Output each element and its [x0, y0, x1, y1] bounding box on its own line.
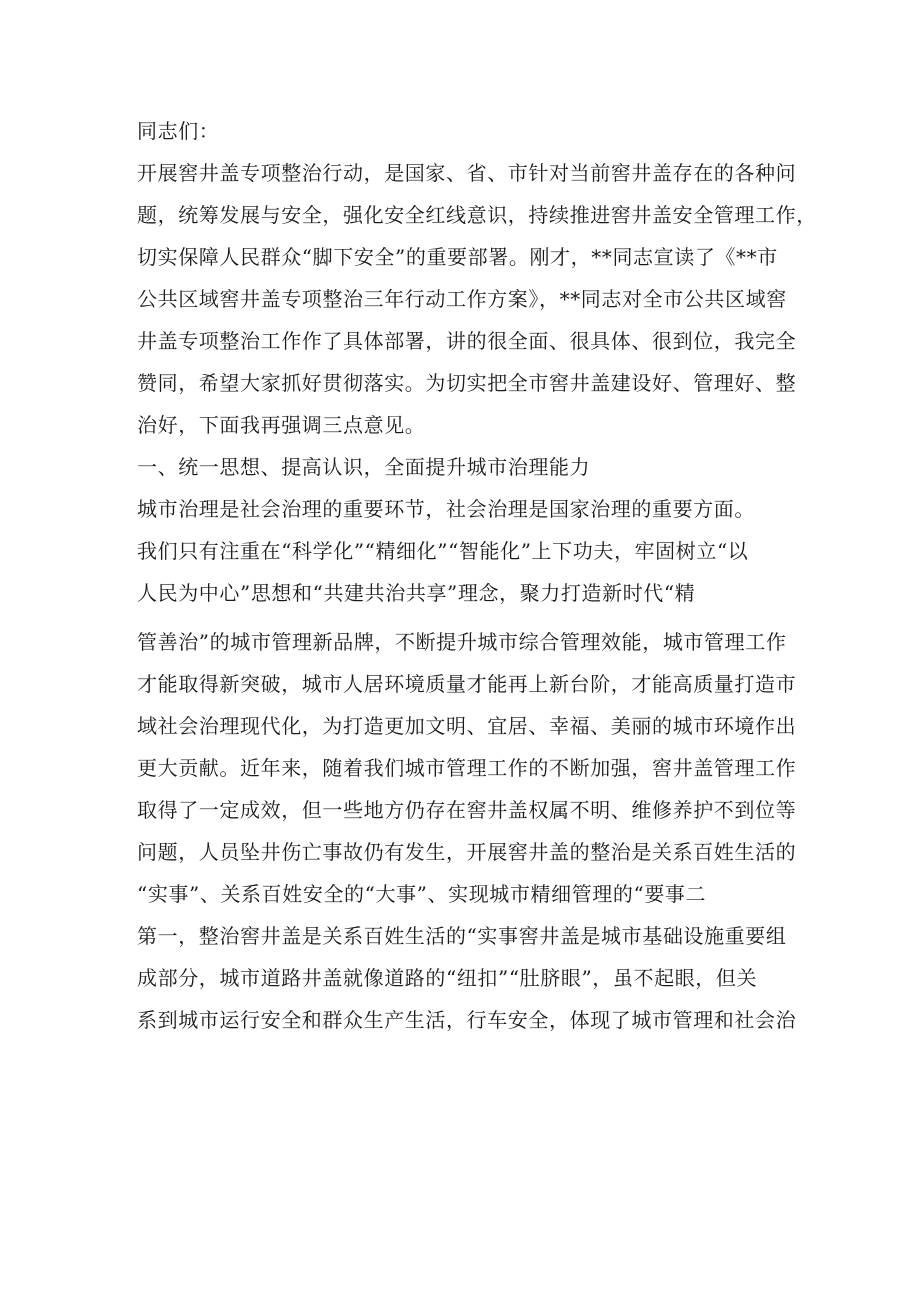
paragraph-line: 取得了一定成效，但一些地方仍存在窖井盖权属不明、维修养护不到位等 — [137, 798, 797, 822]
document-body — [137, 113, 817, 1039]
paragraph-line: 井盖专项整治工作作了具体部署，讲的很全面、很具体、很到位，我完全 — [137, 329, 797, 353]
section-heading: 一、统一思想、提高认识，全面提升城市治理能力 — [137, 455, 591, 479]
paragraph-line: 管善治”的城市管理新品牌，不断提升城市综合管理效能，城市管理工作 — [137, 630, 787, 654]
paragraph-line: 开展窖井盖专项整治行动，是国家、省、市针对当前窖井盖存在的各种问 — [137, 161, 797, 185]
paragraph-line: 成部分，城市道路井盖就像道路的“纽扣”“肚脐眼”，虽不起眼，但关 — [137, 966, 758, 990]
paragraph-line: 我们只有注重在“科学化”“精细化”“智能化”上下功夫，牢固树立“以 — [137, 539, 749, 563]
paragraph-line: 题，统筹发展与安全，强化安全红线意识，持续推进窖井盖安全管理工作， — [137, 203, 817, 227]
paragraph-line: 系到城市运行安全和群众生产生活，行车安全，体现了城市管理和社会治 — [137, 1008, 797, 1032]
paragraph-line: 治好，下面我再强调三点意见。 — [137, 413, 426, 437]
paragraph-line: 赞同，希望大家抓好贯彻落实。为切实把全市窖井盖建设好、管理好、整 — [137, 371, 797, 395]
paragraph-line: 切实保障人民群众“脚下安全”的重要部署。刚才，**同志宣读了《**市 — [137, 245, 778, 269]
paragraph-line: 人民为中心”思想和“共建共治共享”理念，聚力打造新时代“精 — [137, 581, 696, 605]
paragraph-line: “实事”、关系百姓安全的“大事”、实现城市精细管理的“要事二 — [137, 882, 707, 906]
salutation: 同志们： — [137, 119, 220, 143]
paragraph-line: 更大贡献。近年来，随着我们城市管理工作的不断加强，窖井盖管理工作 — [137, 756, 797, 780]
paragraph-line: 域社会治理现代化，为打造更加文明、宜居、幸福、美丽的城市环境作出 — [137, 714, 797, 738]
paragraph-line: 才能取得新突破，城市人居环境质量才能再上新台阶，才能高质量打造市 — [137, 672, 797, 696]
paragraph-line: 问题，人员坠井伤亡事故仍有发生，开展窖井盖的整治是关系百姓生活的 — [137, 840, 797, 864]
paragraph-line: 第一，整治窖井盖是关系百姓生活的“实事窖井盖是城市基础设施重要组 — [137, 924, 787, 948]
paragraph-line: 公共区域窖井盖专项整治三年行动工作方案》，**同志对全市公共区域窖 — [137, 287, 787, 311]
paragraph-line: 城市治理是社会治理的重要环节，社会治理是国家治理的重要方面。 — [137, 497, 755, 521]
